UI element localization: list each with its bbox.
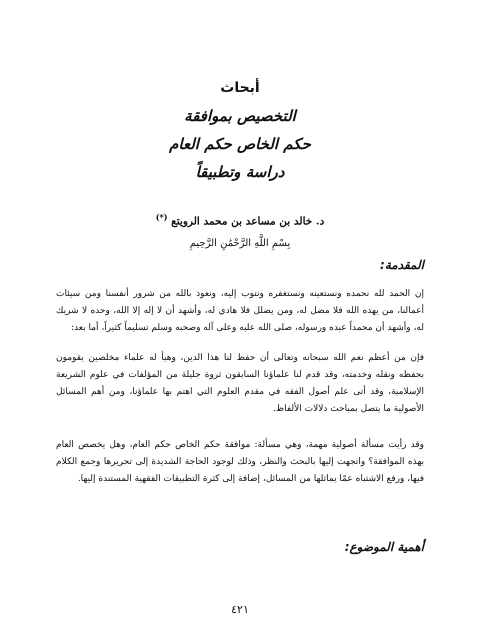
basmala: بِسْمِ اللَّهِ الرَّحْمَٰنِ الرَّحِيمِ <box>189 238 291 249</box>
intro-heading: المقدمة: <box>380 258 424 272</box>
importance-heading: أهمية الموضوع: <box>344 540 424 554</box>
title-line-1: التخصيص بموافقة <box>184 107 296 125</box>
paragraph-3: وقد رأيت مسألة أصولية مهمة، وهي مسألة: موافقة حكم الخاص حكم العام، وهل يخصص العام بهذه الموافقة؟ واتجهت إليها بالبحث والنظر، وذلك لوجود الحاجة الشديدة إلى تحريرها وجمع الكلام فيها، ورفع الاشتباه عمّا يماثلها من المسائل، إضافة إلى كثرة التطبيقات الفقهية المستندة إليها. <box>56 440 424 484</box>
title-line-2: حكم الخاص حكم العام <box>169 135 311 153</box>
author-line <box>60 212 420 228</box>
paragraph-1: إن الحمد لله نحمده ونستعينه ونستغفره ونتوب إليه، ونعوذ بالله من شرور أنفسنا ومن سيئات أعمالنا، من يهده الله فلا مضل له، ومن يضلل فلا هادي له، وأشهد أن لا إله إلا الله، وحده لا شريك له، وأشهد أن محمداً عبده ورسوله، صلى الله عليه وعلى آله وصحبه وسلم تسليماً كثيراً، أما بعد: <box>56 289 424 333</box>
footnote-marker[interactable]: (*) <box>155 212 168 222</box>
title-line-3: دراسة وتطبيقاً <box>195 163 285 181</box>
title-block <box>40 74 440 186</box>
journal-section-label: أبحاث <box>220 80 260 96</box>
paragraph-2: فإن من أعظم نعم الله سبحانه وتعالى أن حفظ لنا هذا الدين، وهيأ له علماء مخلصين يقومون بحفظه ونقله وخدمته، وقد قدم لنا علماؤنا السابقون ثروة جليلة من المؤلفات في علوم الشريعة الإسلامية، وقد أتى علم أصول الفقه في مقدم العلوم التي اهتم بها علماؤنا، ومن أهم المسائل الأصولية ما يتصل بمباحث دلالات الألفاظ. <box>56 353 424 414</box>
author-name: د. خالد بن مساعد بن محمد الرويتع <box>171 215 325 228</box>
page-number: ٤٢١ <box>231 603 249 616</box>
